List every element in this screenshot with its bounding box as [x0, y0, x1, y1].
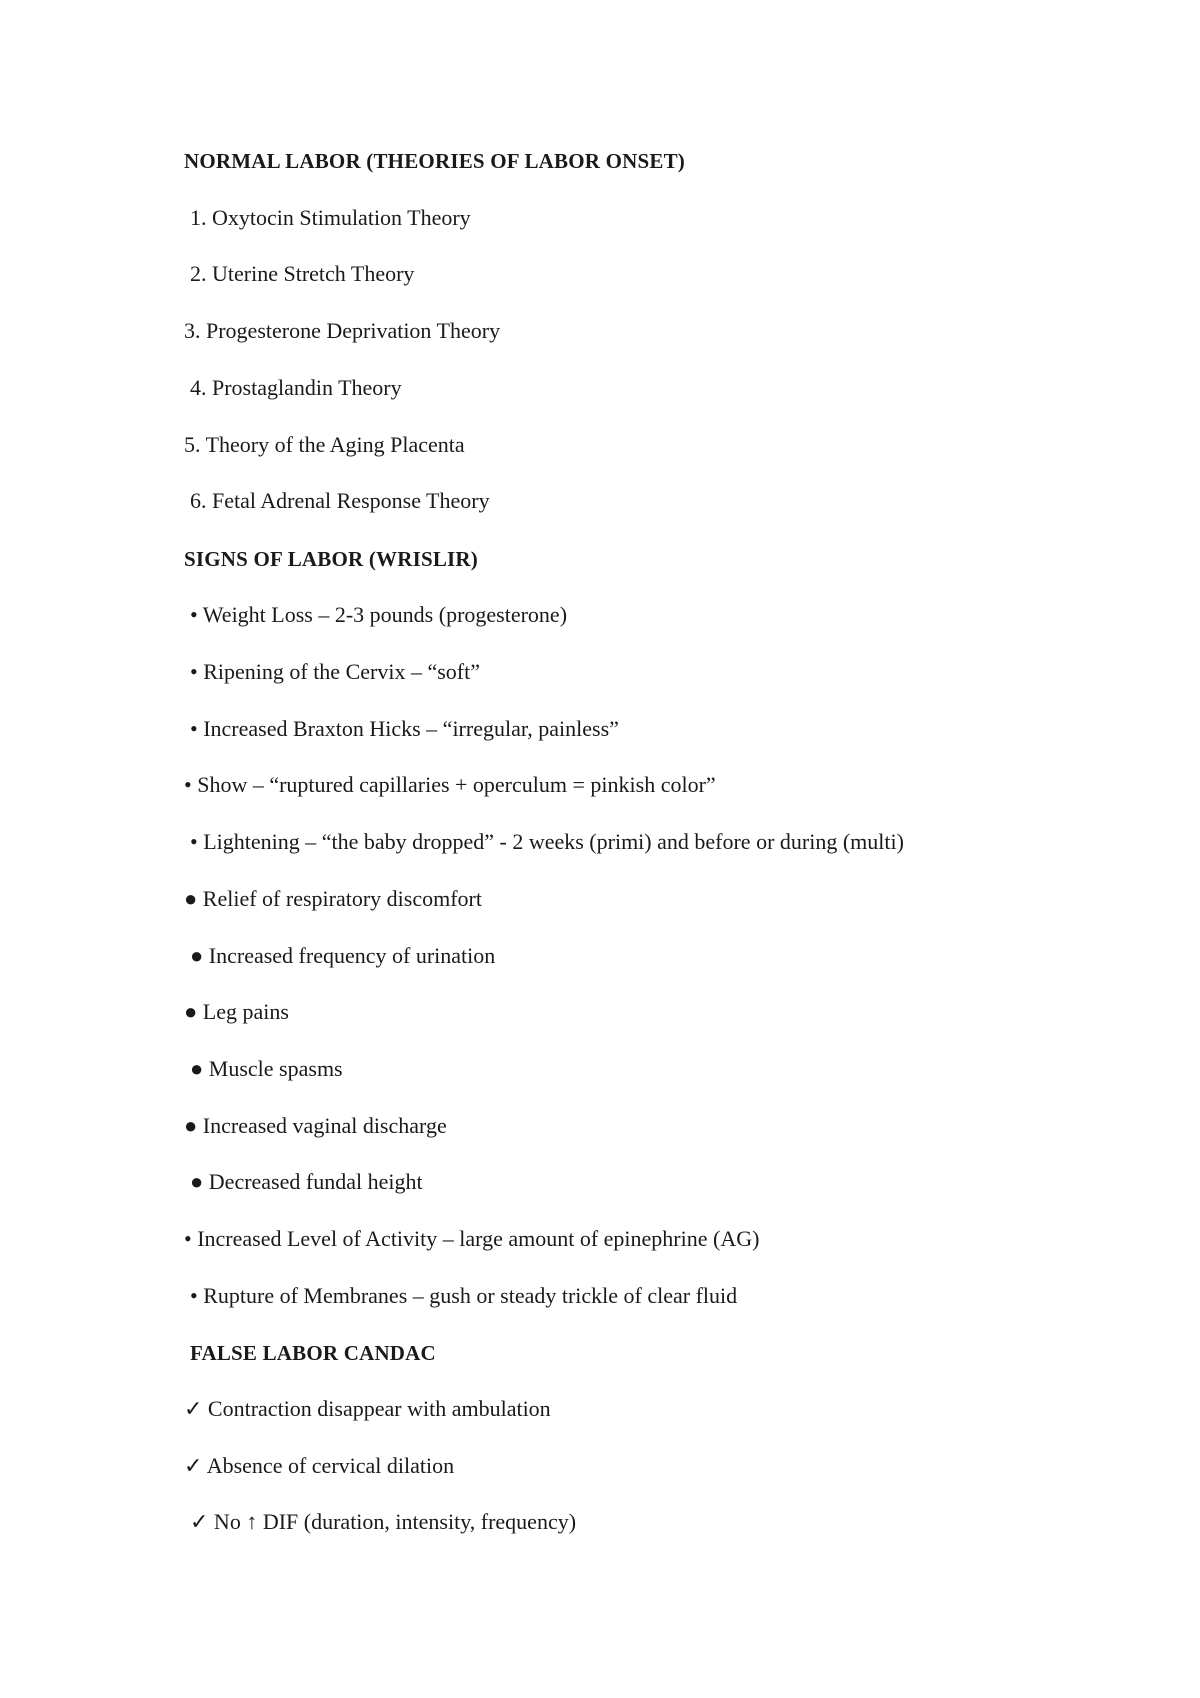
list-item: • Rupture of Membranes – gush or steady trickle of clear fluid: [190, 1283, 738, 1308]
list-item: • Show – “ruptured capillaries + operculum = pinkish color”: [184, 772, 716, 797]
list-item: ✓ Contraction disappear with ambulation: [184, 1396, 551, 1421]
list-item: 4. Prostaglandin Theory: [190, 375, 402, 400]
list-item: ● Increased frequency of urination: [190, 943, 496, 968]
list-item: • Lightening – “the baby dropped” - 2 weeks (primi) and before or during (multi): [190, 829, 904, 854]
list-item: 3. Progesterone Deprivation Theory: [184, 318, 501, 343]
list-item: • Ripening of the Cervix – “soft”: [190, 659, 480, 684]
list-item: • Increased Level of Activity – large amount of epinephrine (AG): [184, 1226, 760, 1251]
section-heading-false-labor: FALSE LABOR CANDAC: [190, 1341, 436, 1365]
list-item: 5. Theory of the Aging Placenta: [184, 432, 465, 457]
list-item: ● Leg pains: [184, 999, 289, 1024]
list-item: ● Muscle spasms: [190, 1056, 343, 1081]
list-item: 1. Oxytocin Stimulation Theory: [190, 205, 471, 230]
section-heading-normal-labor: NORMAL LABOR (THEORIES OF LABOR ONSET): [184, 149, 685, 173]
list-item: ● Relief of respiratory discomfort: [184, 886, 482, 911]
list-item: ● Decreased fundal height: [190, 1169, 423, 1194]
list-item: • Increased Braxton Hicks – “irregular, painless”: [190, 716, 619, 741]
list-item: 2. Uterine Stretch Theory: [190, 261, 415, 286]
list-item: ● Increased vaginal discharge: [184, 1113, 447, 1138]
list-item: ✓ Absence of cervical dilation: [184, 1453, 455, 1478]
list-item: ✓ No ↑ DIF (duration, intensity, frequency): [190, 1509, 577, 1534]
section-heading-signs-of-labor: SIGNS OF LABOR (WRISLIR): [184, 547, 478, 571]
list-item: 6. Fetal Adrenal Response Theory: [190, 488, 490, 513]
list-item: • Weight Loss – 2-3 pounds (progesterone): [190, 602, 568, 627]
